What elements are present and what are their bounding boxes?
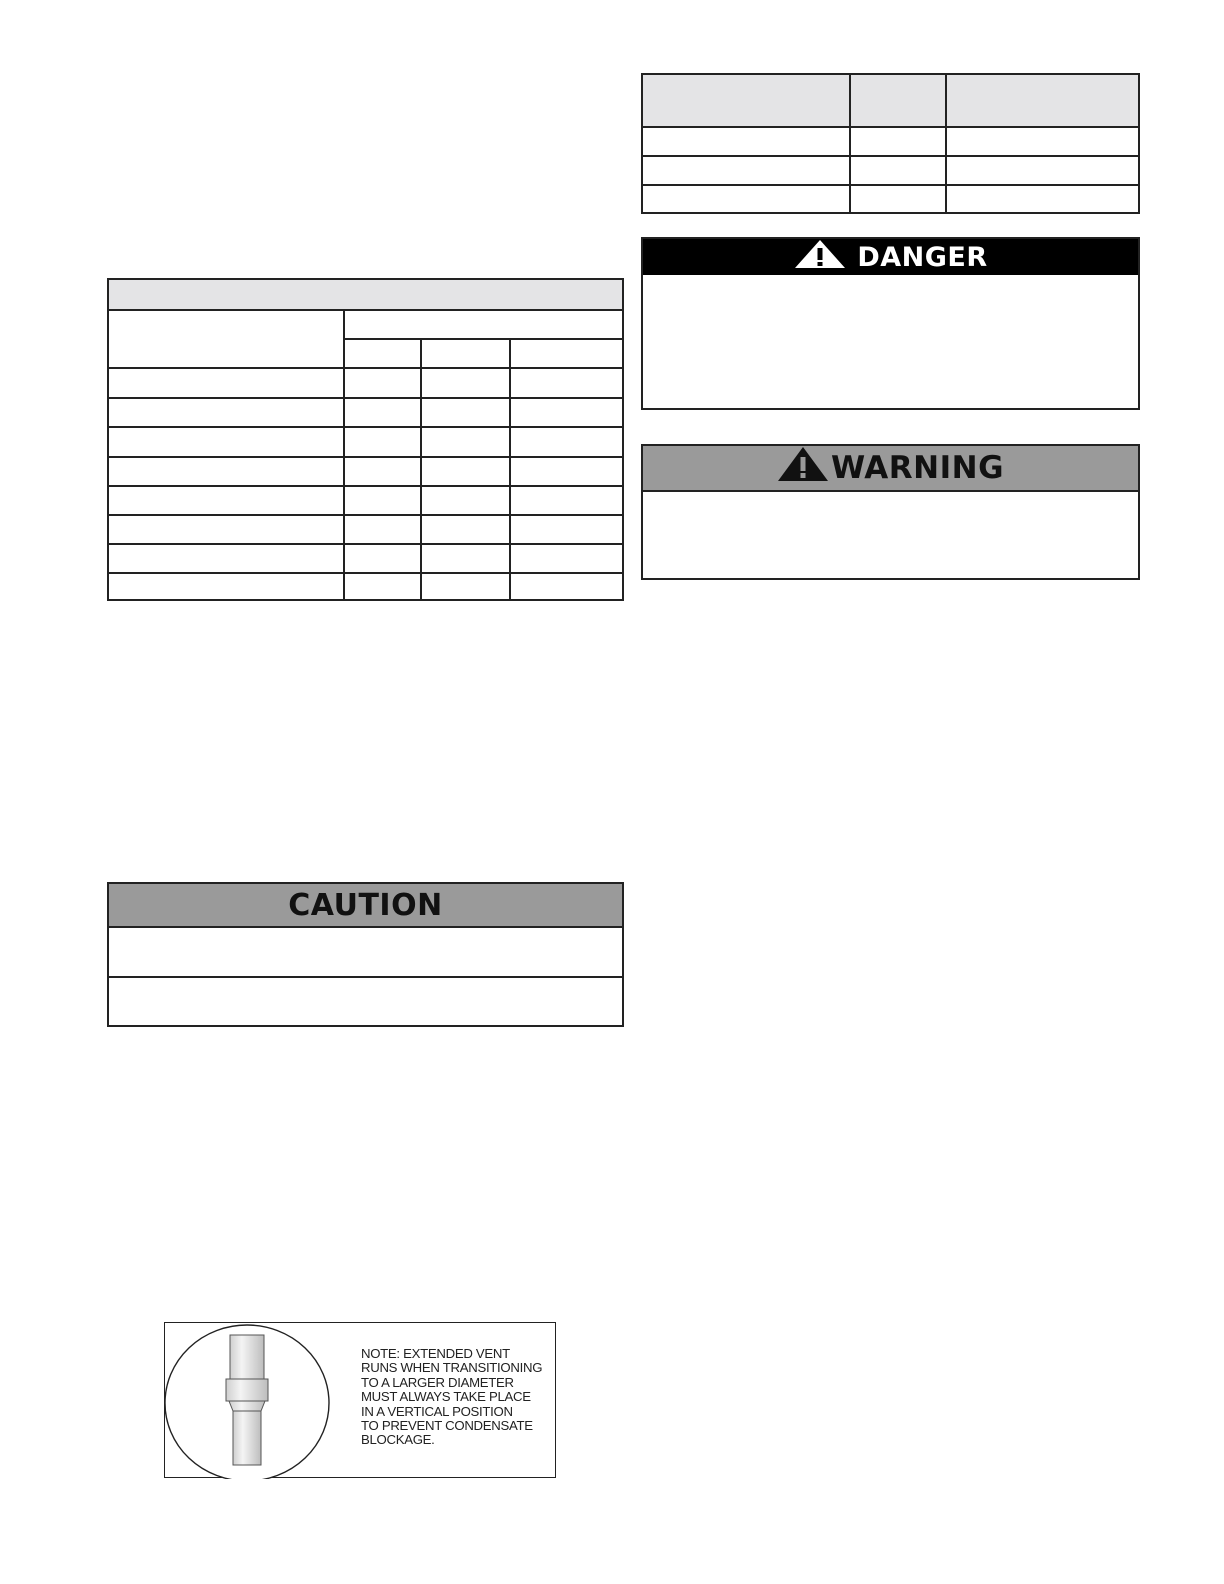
warning-label: WARNING xyxy=(830,450,1005,486)
caution-label: CAUTION xyxy=(288,887,443,923)
caution-box xyxy=(107,882,624,1027)
caution-banner xyxy=(109,884,622,928)
caution-divider xyxy=(109,976,622,978)
warning-box xyxy=(641,444,1140,580)
danger-label: DANGER xyxy=(857,241,988,273)
vent-length-table xyxy=(107,278,624,601)
table-rule xyxy=(109,485,622,487)
warning-triangle-icon xyxy=(777,446,829,490)
table-rule xyxy=(643,184,1138,186)
table-rule xyxy=(849,75,851,212)
table-rule xyxy=(643,155,1138,157)
table-rule xyxy=(109,309,622,311)
vent-pipe-illustration xyxy=(165,1323,335,1479)
table-rule xyxy=(109,367,622,369)
table-rule xyxy=(109,426,622,428)
vent-transition-figure xyxy=(164,1322,556,1478)
danger-banner xyxy=(643,239,1138,275)
warning-triangle-icon xyxy=(793,239,847,276)
table-rule xyxy=(109,543,622,545)
spec-table xyxy=(641,73,1140,214)
table-rule xyxy=(109,456,622,458)
table-rule xyxy=(344,338,622,340)
table-rule xyxy=(109,572,622,574)
table-rule xyxy=(643,126,1138,128)
table-rule xyxy=(509,338,511,599)
table-rule xyxy=(343,309,345,599)
danger-box xyxy=(641,237,1140,410)
vent-transition-note: NOTE: EXTENDED VENT RUNS WHEN TRANSITIONING TO A LARGER DIAMETER MUST ALWAYS TAKE PLACE IN A VERTICAL POSITION TO PREVENT CONDENSATE BLOCKAGE. xyxy=(361,1346,543,1448)
table-title-row xyxy=(109,280,622,310)
table-rule xyxy=(109,514,622,516)
warning-banner xyxy=(643,446,1138,492)
table-rule xyxy=(109,397,622,399)
table-rule xyxy=(420,338,422,599)
table-rule xyxy=(945,75,947,212)
table-header-row xyxy=(643,75,1138,127)
